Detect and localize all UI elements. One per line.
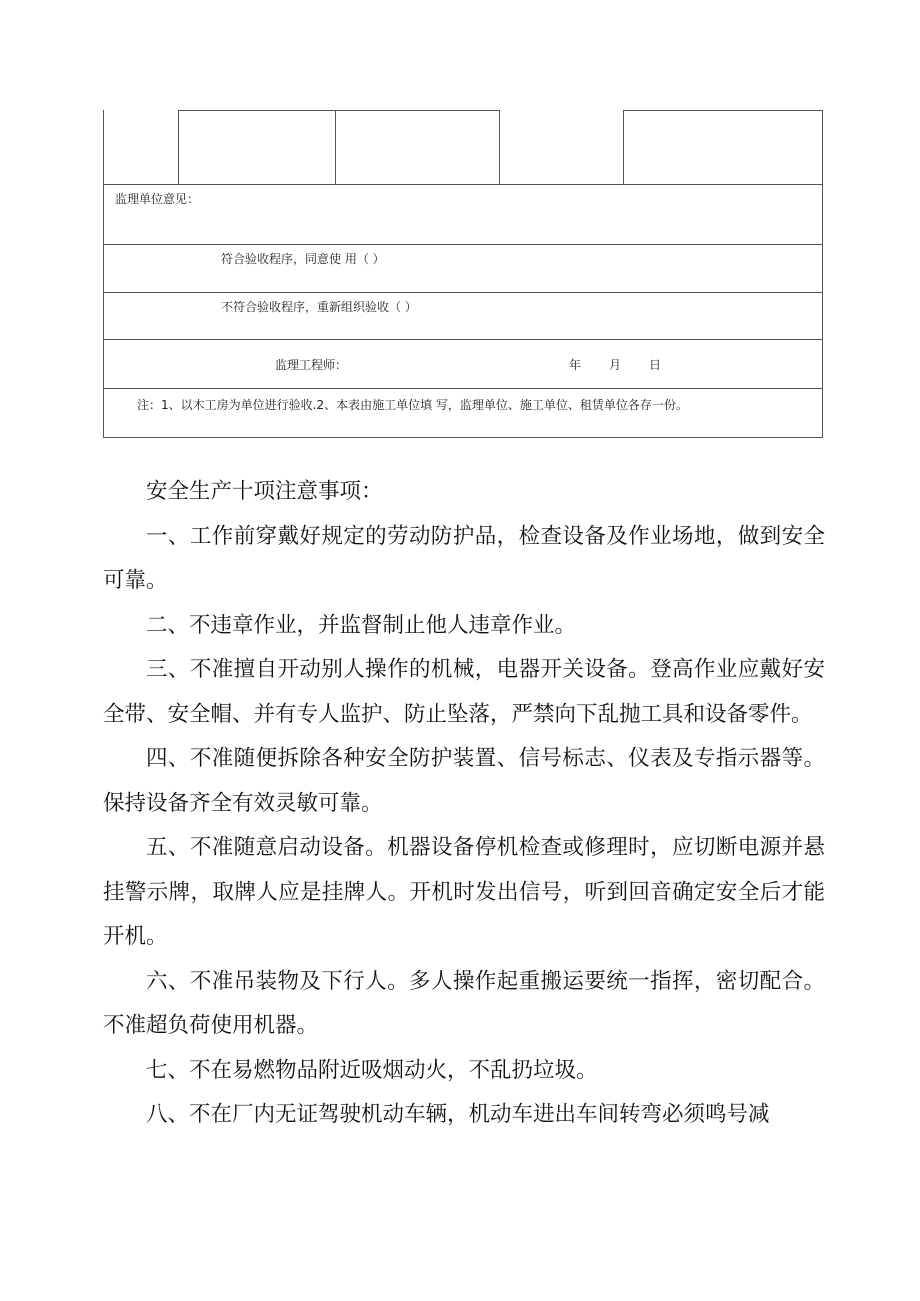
table-rule: [103, 244, 823, 245]
box-border: [623, 110, 624, 184]
box-border: [623, 110, 823, 111]
table-border-bottom: [103, 437, 823, 438]
table-rule: [103, 339, 823, 340]
table-rule: [103, 388, 823, 389]
safety-item: 三、不准擅自开动别人操作的机械，电器开关设备。登高作业应戴好安全带、安全帽、并有专人监护、防止坠落，严禁向下乱抛工具和设备零件。: [103, 657, 825, 727]
supervision-opinion-label: 监理单位意见：: [115, 192, 200, 206]
safety-item: 七、不在易燃物品附近吸烟动火，不乱扔垃圾。: [146, 1057, 598, 1083]
box-border: [178, 110, 179, 184]
box-border: [178, 110, 500, 111]
safety-item: 五、不准随意启动设备。机器设备停机检查或修理时，应切断电源并悬挂警示牌，取牌人应是挂牌人。开机时发出信号，听到回音确定安全后才能开机。: [103, 835, 825, 949]
date-year: 年: [569, 358, 582, 372]
option-reject: 不符合验收程序，重新组织验收（ ）: [221, 300, 417, 314]
engineer-label: 监理工程师：: [275, 358, 348, 372]
option-accept: 符合验收程序，同意使 用（ ）: [221, 252, 385, 266]
table-rule: [103, 292, 823, 293]
safety-item: 八、不在厂内无证驾驶机动车辆，机动车进出车间转弯必须鸣号减: [146, 1102, 770, 1127]
safety-item: 六、不准吊装物及下行人。多人操作起重搬运要统一指挥，密切配合。不准超负荷使用机器。: [103, 968, 825, 1038]
safety-item: 四、不准随便拆除各种安全防护装置、信号标志、仪表及专指示器等。保持设备齐全有效灵敏可靠。: [103, 746, 825, 816]
table-rule: [103, 184, 823, 185]
date-day: 日: [649, 358, 662, 372]
acceptance-form-table: [103, 110, 823, 438]
form-note: 注：1、以木工房为单位进行验收.2、本表由施工单位填 写，监理单位、施工单位、租赁单位各存一份。: [137, 398, 688, 412]
date-month: 月: [609, 358, 622, 372]
safety-item: 二、不违章作业，并监督制止他人违章作业。: [146, 612, 577, 638]
safety-title: 安全生产十项注意事项：: [146, 479, 383, 504]
safety-item: 一、工作前穿戴好规定的劳动防护品，检查设备及作业场地，做到安全可靠。: [103, 523, 825, 593]
box-border: [499, 110, 500, 184]
safety-notes: [103, 470, 825, 1138]
box-border: [335, 110, 336, 184]
